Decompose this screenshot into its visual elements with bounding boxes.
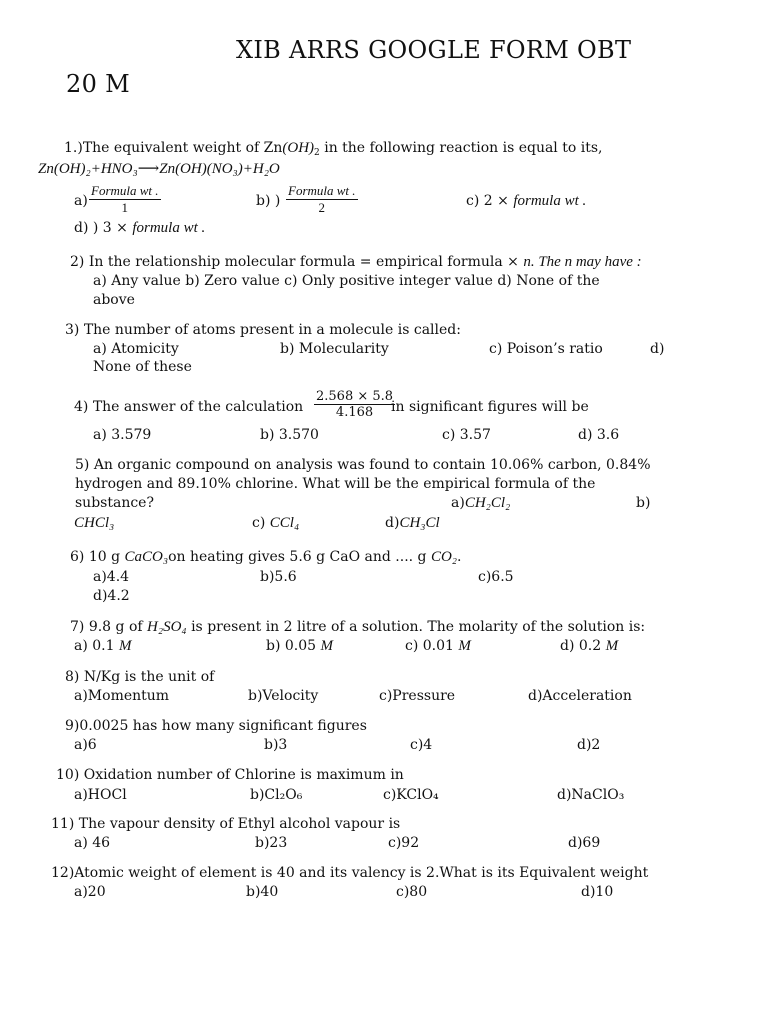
question-9: 9)0.0025 has how many significant figures: [65, 718, 367, 734]
q9-option-d: d)2: [577, 737, 601, 753]
q5-line2: hydrogen and 89.10% chlorine. What will be the empirical formula of the: [75, 476, 596, 492]
q1-option-c-label: c) 2: [466, 193, 493, 209]
q7-option-a: [74, 637, 131, 656]
q5-line3: substance?: [75, 495, 154, 511]
q4-option-b: b) 3.570: [260, 427, 319, 443]
q7-unit: M: [118, 638, 132, 654]
q12-option-a: a)20: [74, 884, 106, 900]
q5-option-d-formula: CH₃Cl: [399, 515, 440, 531]
q5-option-b-label: b): [636, 495, 651, 511]
q2-line1: 2) In the relationship molecular formula = empirical formula: [70, 254, 503, 270]
q5-option-c-formula: CCl₄: [269, 515, 300, 531]
q4-fraction: [314, 389, 395, 420]
q4-fraction-den: 4.168: [335, 405, 374, 420]
q10-option-d: d)NaClO₃: [557, 787, 625, 803]
q5-option-a-formula: CH₂Cl₂: [464, 495, 511, 511]
q3-option-b: b) Molecularity: [280, 341, 389, 357]
q12-option-d: d)10: [581, 884, 614, 900]
q6-mid: on heating gives 5.6 g CaO and .... g: [168, 549, 427, 565]
q4-option-d: d) 3.6: [578, 427, 620, 443]
q7-option-b-value: b) 0.05: [266, 638, 317, 654]
q3-option-d: d): [650, 341, 665, 357]
q7-post: is present in 2 litre of a solution. The molarity of the solution is:: [191, 619, 646, 635]
q7-h2so4: H₂SO₄: [147, 619, 187, 635]
q4-option-c: c) 3.57: [442, 427, 491, 443]
q7-option-c: [405, 637, 471, 656]
q4-post: in significant figures will be: [391, 399, 589, 415]
times-symbol: ×: [116, 220, 128, 236]
q1-text-b: in the following reaction is equal to its,: [324, 140, 603, 156]
q8-option-d: d)Acceleration: [528, 688, 632, 704]
q1-option-c: [466, 192, 586, 211]
q6-co2: CO₂: [430, 549, 458, 565]
q1-option-b-num: Formula wt .: [288, 183, 356, 198]
q7-option-d: [560, 637, 618, 656]
q7-option-d-value: d) 0.2: [560, 638, 602, 654]
page-title: XIB ARRS GOOGLE FORM OBT: [236, 36, 632, 64]
q6-option-a: a)4.4: [93, 569, 130, 585]
q7-unit: M: [458, 638, 471, 654]
q2-line3: above: [93, 292, 135, 308]
question-2: [70, 253, 642, 272]
question-10: 10) Oxidation number of Chlorine is maximum in: [56, 767, 404, 783]
q1-option-a-den: 1: [121, 200, 129, 215]
q4-fraction-num: 2.568 × 5.8: [316, 389, 394, 404]
q5-option-c-label: c): [252, 515, 266, 531]
q7-option-a-value: a) 0.1: [74, 638, 115, 654]
question-11: 11) The vapour density of Ethyl alcohol vapour is: [51, 816, 401, 832]
q3-option-d-text: None of these: [93, 359, 192, 375]
q5-option-b-formula: CHCl₃: [74, 515, 115, 531]
q10-option-b: b)Cl₂O₆: [250, 787, 303, 803]
q1-option-d-label: d) ) 3: [74, 220, 112, 236]
q2-line1-tail: n. The n may have :: [523, 254, 642, 270]
q5-option-d-label: d): [385, 515, 400, 531]
q4-option-a: a) 3.579: [93, 427, 152, 443]
q6-caco3: CaCO₃: [124, 549, 169, 565]
q9-option-c: c)4: [410, 737, 433, 753]
q5-option-a-label: a): [451, 495, 465, 511]
question-5: 5) An organic compound on analysis was found to contain 10.06% carbon, 0.84%: [75, 457, 651, 473]
q10-option-c: c)KClO₄: [383, 787, 439, 803]
q9-option-b: b)3: [264, 737, 288, 753]
q1-option-b-label: b) ): [256, 193, 281, 209]
q6-option-b: b)5.6: [260, 569, 297, 585]
q5-option-c: [252, 514, 299, 533]
q12-option-b: b)40: [246, 884, 279, 900]
question-6: [70, 548, 461, 567]
q3-option-c: c) Poison’s ratio: [489, 341, 603, 357]
question-3: 3) The number of atoms present in a molecule is called:: [65, 322, 461, 338]
q6-option-d: d)4.2: [93, 588, 130, 604]
q1-reaction: Zn(OH)₂+HNO₃⟶Zn(OH)(NO₃)+H₂O: [38, 161, 280, 177]
q7-unit: M: [605, 638, 619, 654]
q8-option-b: b)Velocity: [248, 688, 319, 704]
q1-option-c-text: formula wt .: [513, 193, 587, 209]
q1-option-d: [74, 219, 205, 238]
q6-end: .: [457, 549, 462, 565]
q5-option-a: [451, 494, 510, 513]
q1-option-a-label: a): [74, 193, 88, 209]
q9-option-a: a)6: [74, 737, 97, 753]
q7-unit: M: [320, 638, 333, 654]
q1-zn-oh: (OH): [282, 140, 315, 156]
q8-option-c: c)Pressure: [379, 688, 456, 704]
question-7: [70, 618, 645, 637]
question-8: 8) N/Kg is the unit of: [65, 669, 215, 685]
q11-option-d: d)69: [568, 835, 601, 851]
q10-option-a: a)HOCl: [74, 787, 127, 803]
q8-option-a: a)Momentum: [74, 688, 170, 704]
q1-option-d-text: formula wt .: [132, 220, 206, 236]
q7-option-c-value: c) 0.01: [405, 638, 454, 654]
q1-option-b-fraction: [286, 183, 358, 216]
question-1: 1.)The equivalent weight of $Zn(OH)_2$ in the following reaction is equal to its,: [64, 140, 603, 158]
q11-option-b: b)23: [255, 835, 288, 851]
question-12: 12)Atomic weight of element is 40 and its valency is 2.What is its Equivalent weight: [51, 865, 649, 881]
q7-option-b: [266, 637, 333, 656]
times-symbol: ×: [507, 254, 519, 270]
q1-option-b-den: 2: [318, 200, 326, 215]
q2-options: a) Any value b) Zero value c) Only positive integer value d) None of the: [93, 273, 600, 289]
q11-option-a: a) 46: [74, 835, 111, 851]
q1-option-a-fraction: [89, 183, 161, 216]
marks-label: 20 M: [66, 70, 130, 98]
q5-option-d: [385, 514, 440, 533]
q12-option-c: c)80: [396, 884, 428, 900]
q1-option-a-num: Formula wt .: [91, 183, 159, 198]
question-4: 4) The answer of the calculation: [74, 399, 304, 415]
q3-option-a: a) Atomicity: [93, 341, 179, 357]
q6-pre: 6) 10 g: [70, 549, 121, 565]
q11-option-c: c)92: [388, 835, 420, 851]
q1-text-a: 1.)The equivalent weight of Zn: [64, 140, 283, 156]
q6-option-c: c)6.5: [478, 569, 514, 585]
times-symbol: ×: [497, 193, 509, 209]
q7-pre: 7) 9.8 g of: [70, 619, 143, 635]
